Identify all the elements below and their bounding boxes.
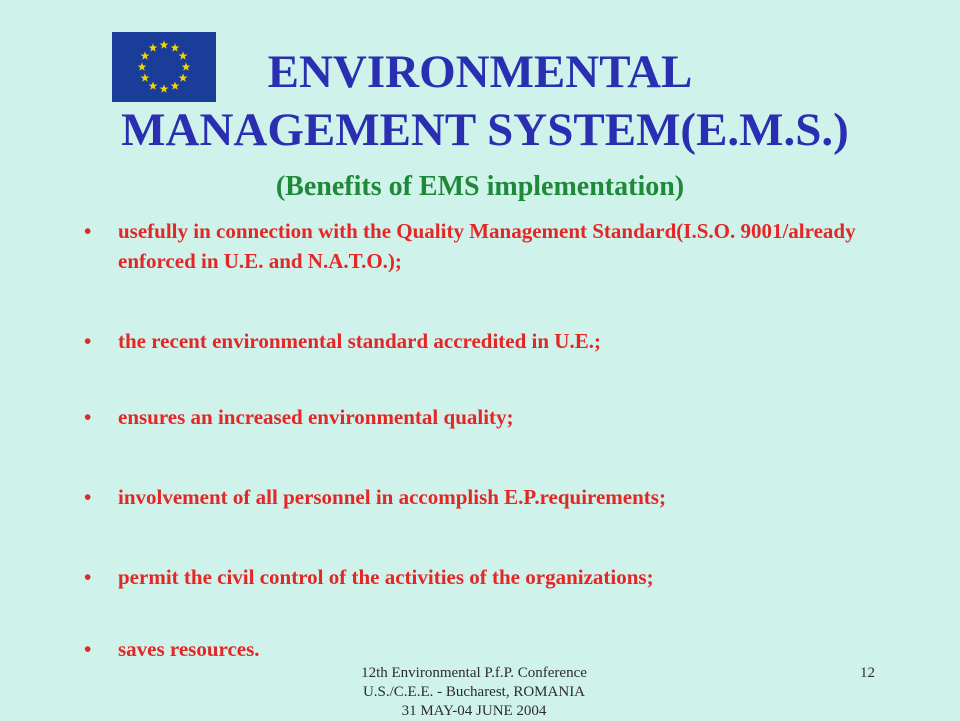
list-item-text: saves resources. — [118, 637, 260, 661]
list-item — [84, 562, 904, 592]
list-item — [84, 402, 904, 432]
bullet-icon: • — [84, 485, 92, 509]
footer-conference — [296, 664, 652, 721]
list-item — [84, 634, 904, 664]
list-item-text: the recent environmental standard accredited in U.E.; — [118, 329, 601, 353]
page-number: 12 — [860, 665, 875, 681]
list-item-text: involvement of all personnel in accomplish E.P.requirements; — [118, 485, 666, 509]
bullet-icon: • — [84, 329, 92, 353]
footer-line: 31 MAY-04 JUNE 2004 — [401, 703, 547, 719]
slide-title-line1: ENVIRONMENTAL — [267, 46, 693, 98]
slide-title-line2: MANAGEMENT SYSTEM(E.M.S.) — [121, 104, 849, 156]
slide-subtitle: (Benefits of EMS implementation) — [275, 171, 685, 202]
bullet-icon: • — [84, 405, 92, 429]
footer-line: 12th Environmental P.f.P. Conference — [361, 665, 587, 681]
list-item — [84, 482, 904, 512]
list-item-text: permit the civil control of the activities of the organizations; — [118, 565, 654, 589]
list-item-text: usefully in connection with the Quality Management Standard(I.S.O. 9001/already enforced in U.E. and N.A.T.O.); — [118, 219, 856, 273]
footer-line: U.S./C.E.E. - Bucharest, ROMANIA — [362, 684, 586, 700]
bullet-icon: • — [84, 219, 92, 243]
list-item — [84, 216, 904, 276]
bullet-icon: • — [84, 637, 92, 661]
bullet-icon: • — [84, 565, 92, 589]
list-item-text: ensures an increased environmental quality; — [118, 405, 514, 429]
list-item — [84, 326, 904, 356]
